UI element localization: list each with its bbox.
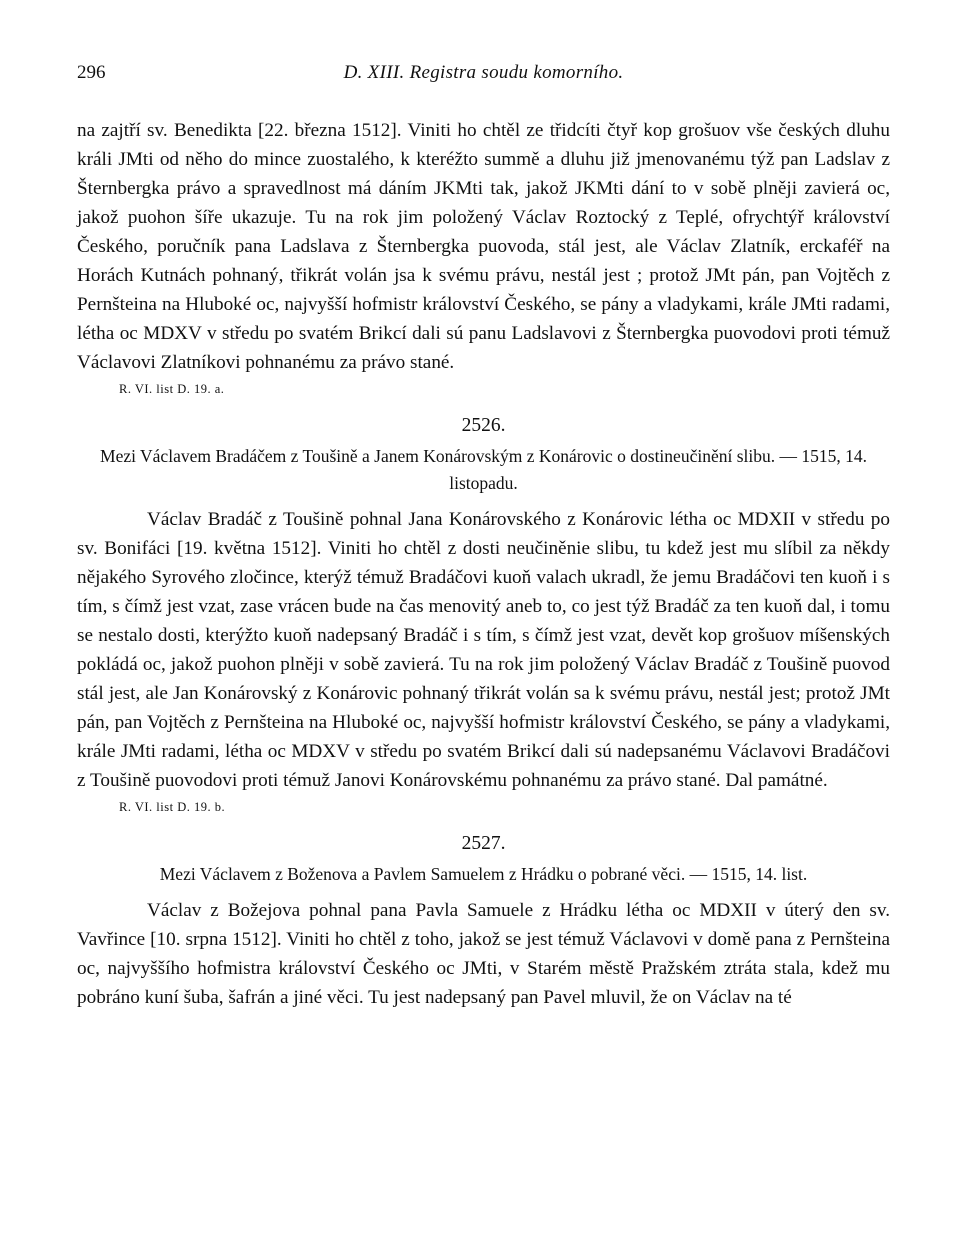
- entry-number: 2526.: [461, 415, 506, 436]
- source-reference: R. VI. list D. 19. b.: [119, 800, 226, 814]
- running-title: D. XIII. Registra soudu komorního.: [343, 62, 624, 83]
- source-reference: R. VI. list D. 19. a.: [119, 382, 225, 396]
- entry-paragraph: Václav z Božejova pohnal pana Pavla Samuele z Hrádku létha oc MDXII v úterý den sv. Vavřince [10. srpna 1512]. Viniti ho chtěl z toho, jakož se jest témuž Václavovi v domě pana z Pernšteina oc, najvyššího hofmistra království Českého oc JMti, v Starém městě Pražském ztráta stala, kdež mu pobráno kuní šuba, šafrán a jiné věci. Tu jest nadepsaný pan Pavel mluvil, že on Václav na té: [77, 900, 890, 1008]
- entry-number: 2527.: [461, 833, 506, 854]
- entry-paragraph: Václav Bradáč z Toušině pohnal Jana Konárovského z Konárovic létha oc MDXII v středu po sv. Bonifáci [19. května 1512]. Viniti ho chtěl z dosti neučiněnie slibu, tu kdež jest mu slíbil za někdy nějakého Syrového zločince, kterýž témuž Bradáčovi kuoň valach ukradl, že jemu Bradáčovi ten kuoň i s tím, s čímž jest vzat, zase vrácen bude na čas menovitý aneb to, co jest týž Bradáč za ten kuoň dal, i tomu se nestalo dosti, kterýžto kuoň nadepsaný Bradáč i s tím, s čímž jest vzat, devět kop grošuov míšenských pokládá oc, jakož puohon plněji v sobě zavierá. Tu na rok jim položený Václav Bradáč z Toušině puovod stál jest, ale Jan Konárovský z Konárovic pohnaný třikrát volán sa k svému právu, nestál jest; protož JMt pán, pan Vojtěch z Pernšteina na Hluboké oc, najvyšší hofmistr království Českého, se pány a vladykami, krále JMti radami, létha oc MDXV v středu po svatém Brikcí dali sú nadepsanému Václavovi Bradáčovi z Toušině puovodovi proti témuž Janovi Konárovskému pohnanému za právo stané. Dal památné.: [77, 509, 890, 791]
- page-body: [77, 116, 890, 1012]
- entry-paragraph: na zajtří sv. Benedikta [22. března 1512]. Viniti ho chtěl ze třidcíti čtyř kop grošuov vše českých dluhu králi JMti od něho do mince zuostalého, k kteréžto summě a dluhu již jmenovanému týž pan Ladslav z Šternbergka právo a spravedlnost má dáním JKMti tak, jakož JKMti dání to v sobě plněji zavierá oc, jakož puohon šíře ukazuje. Tu na rok jim položený Václav Roztocký z Teplé, ofrychtýř království Českého, poručník pana Ladslava z Šternbergka puovoda, stál jest, ale Václav Zlatník, erckaféř na Horách Kutnách pohnaný, třikrát volán jsa k svému právu, nestál jest ; protož JMt pán, pan Vojtěch z Pernšteina na Hluboké oc, najvyšší hofmistr království Českého, se pány a vladykami, krále JMti radami, létha oc MDXV v středu po svatém Brikcí dali sú panu Ladslavovi z Šternbergka puovodovi proti témuž Václavovi Zlatníkovi pohnanému za právo stané.: [77, 120, 890, 373]
- document-page: [77, 62, 890, 1012]
- entry-summary: Mezi Václavem Bradáčem z Toušině a Janem Konárovským z Konárovic o dostineučinění slibu. — 1515, 14. listopadu.: [100, 446, 867, 493]
- entry-summary: Mezi Václavem z Boženova a Pavlem Samuelem z Hrádku o pobrané věci. — 1515, 14. list.: [159, 864, 808, 884]
- page-number: 296: [77, 62, 106, 83]
- page-header: [77, 62, 890, 90]
